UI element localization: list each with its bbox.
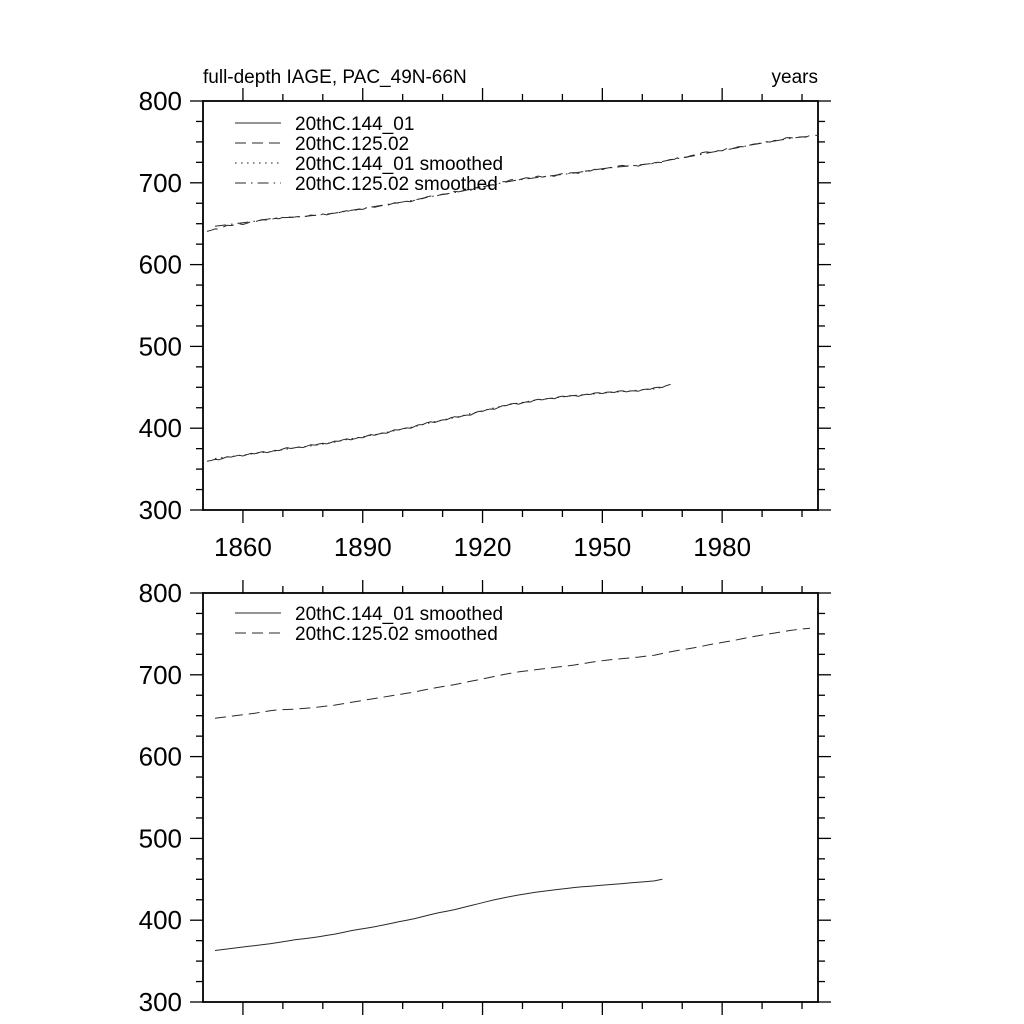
top-panel	[139, 86, 831, 562]
y-tick-label: 300	[138, 987, 182, 1017]
legend-label: 20thC.144_01	[295, 114, 415, 135]
y-tick-label: 600	[138, 741, 182, 772]
legend-item	[235, 174, 498, 195]
panels-group	[139, 86, 831, 1017]
y-tick-label: 400	[138, 413, 182, 444]
legend-label: 20thC.125.02	[295, 134, 410, 155]
x-tick-label: 1950	[573, 532, 632, 562]
y-tick-label: 800	[138, 578, 182, 608]
legend	[235, 604, 503, 645]
chart-title: full-depth IAGE, PAC_49N-66N	[203, 67, 467, 88]
plot-frame	[203, 593, 818, 1002]
series-line	[207, 385, 670, 462]
tick-marks	[190, 88, 831, 523]
legend-item	[235, 134, 409, 155]
y-tick-label: 700	[138, 659, 182, 690]
y-tick-label: 600	[138, 249, 182, 280]
legend-item	[235, 604, 503, 625]
y-tick-label: 500	[138, 331, 182, 362]
tick-marks	[190, 580, 831, 1015]
legend	[235, 114, 503, 195]
y-tick-label: 500	[138, 823, 182, 854]
legend-label: 20thC.144_01 smoothed	[295, 604, 504, 625]
legend-label: 20thC.125.02 smoothed	[295, 174, 498, 195]
legend-item	[235, 114, 414, 135]
series-line	[215, 387, 662, 458]
y-tick-label: 800	[138, 86, 182, 116]
bottom-panel	[139, 578, 831, 1017]
x-tick-label: 1980	[693, 532, 752, 562]
legend-label: 20thC.125.02 smoothed	[295, 624, 498, 645]
tick-labels	[139, 578, 182, 1017]
series-line	[215, 879, 662, 950]
legend-item	[235, 154, 503, 175]
y-tick-label: 700	[138, 167, 182, 198]
x-tick-label: 1890	[333, 532, 392, 562]
y-tick-label: 400	[138, 905, 182, 936]
x-tick-label: 1860	[214, 532, 272, 562]
x-axis-units-label: years	[771, 67, 818, 88]
y-tick-label: 300	[138, 495, 182, 525]
legend-label: 20thC.144_01 smoothed	[295, 154, 504, 175]
legend-item	[235, 624, 498, 645]
x-tick-label: 1920	[453, 532, 512, 562]
